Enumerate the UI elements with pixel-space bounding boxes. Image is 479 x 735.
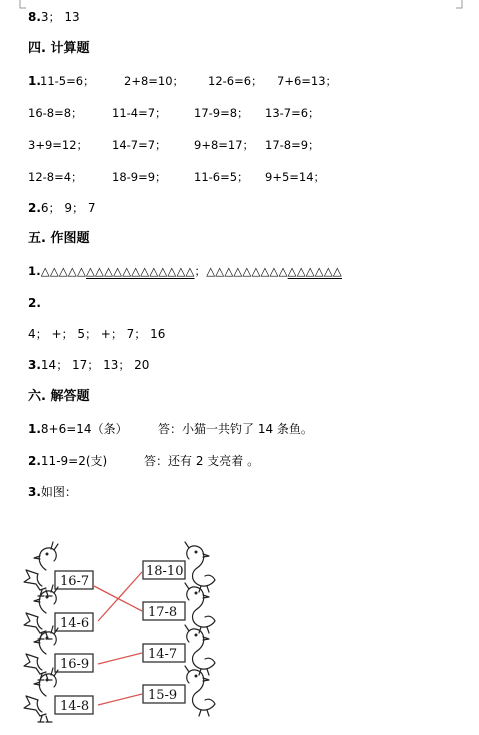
section-6-heading: 六. 解答题 [28,389,90,404]
left-expr-4: 14-8 [60,699,90,714]
left-expr-3: 16-9 [60,657,90,672]
section-4-q2-number: 2. [28,201,41,215]
triangles-group-1a: △△△△△ [40,264,87,278]
calc-r2c1: 16-8=8； [28,106,83,120]
triangles-group-1b-underlined: △△△△△△△△△△△△ [86,264,195,278]
calc-r2c3: 17-9=8； [194,106,249,120]
bird-right-1-icon [185,542,215,592]
section-4-q1-number: 1. [28,74,41,88]
section-6-q2-equation: 11-9=2(支) [40,454,108,468]
triangles-group-2a: △△△△△△△△△ [206,264,288,278]
calc-r3c2: 14-7=7； [112,138,167,152]
calc-r4c1: 12-8=4； [28,170,83,184]
link-left4-right4 [98,694,142,705]
calc-r4c3: 11-6=5； [194,170,249,184]
right-item-4 [143,666,215,716]
section-6-q3-text: 如图： [40,485,77,499]
left-expr-2: 14-6 [60,616,90,631]
section-5-q2-text: 4； +； 5； +； 7； 16 [28,327,166,341]
bird-left-3-icon [24,626,58,680]
right-item-1 [143,542,215,592]
section-6-q1-number: 1. [28,422,41,436]
calc-r4c2: 18-9=9； [112,170,167,184]
triangles-separator: ； [194,264,207,278]
right-item-3 [143,625,215,675]
bird-right-3-icon [185,625,215,675]
left-item-1 [24,542,93,596]
section-5-q3-number: 3. [28,358,41,372]
calc-r2c4: 13-7=6； [265,106,320,120]
calc-r1c2: 2+8=10； [124,74,185,88]
right-expr-1: 18-10 [146,564,184,579]
right-expr-2: 17-8 [148,605,178,620]
section-6-q1-equation: 8+6=14（条） [40,422,128,436]
calc-r2c2: 11-4=7； [112,106,167,120]
section-5-heading: 五. 作图题 [28,231,90,246]
left-expr-1: 16-7 [60,574,90,589]
calc-r3c3: 9+8=17； [194,138,255,152]
section-5-q1-number: 1. [28,264,41,278]
answer-8-number: 8. [28,10,41,24]
left-item-4 [24,668,93,722]
left-item-3 [24,626,93,680]
calc-r1c3: 12-6=6； [208,74,263,88]
calc-r4c4: 9+5=14； [265,170,326,184]
calc-r1c1: 11-5=6； [40,74,95,88]
calc-r3c4: 17-8=9； [265,138,320,152]
right-expr-3: 14-7 [148,647,178,662]
answer-8-text: 3； 13 [40,10,80,24]
calc-r3c1: 3+9=12； [28,138,89,152]
section-4-q2-text: 6； 9； 7 [40,201,96,215]
triangles-group-2b-underlined: △△△△△△ [287,264,342,278]
link-left3-right3 [98,653,142,664]
left-item-2 [24,585,93,639]
right-expr-4: 15-9 [148,688,178,703]
section-6-q3-number: 3. [28,485,41,499]
bird-left-1-icon [24,542,58,596]
section-6-q2-number: 2. [28,454,41,468]
link-left2-right1 [98,572,142,621]
section-6-q1-answer: 答：小猫一共钓了 14 条鱼。 [158,422,313,436]
section-6-q2-answer: 答：还有 2 支亮着 。 [144,454,260,468]
calc-r1c4: 7+6=13； [277,74,338,88]
section-4-heading: 四. 计算题 [28,41,90,56]
right-item-2 [143,583,215,633]
section-5-q3-text: 14； 17； 13； 20 [40,358,150,372]
section-5-q2-number: 2. [28,296,41,310]
